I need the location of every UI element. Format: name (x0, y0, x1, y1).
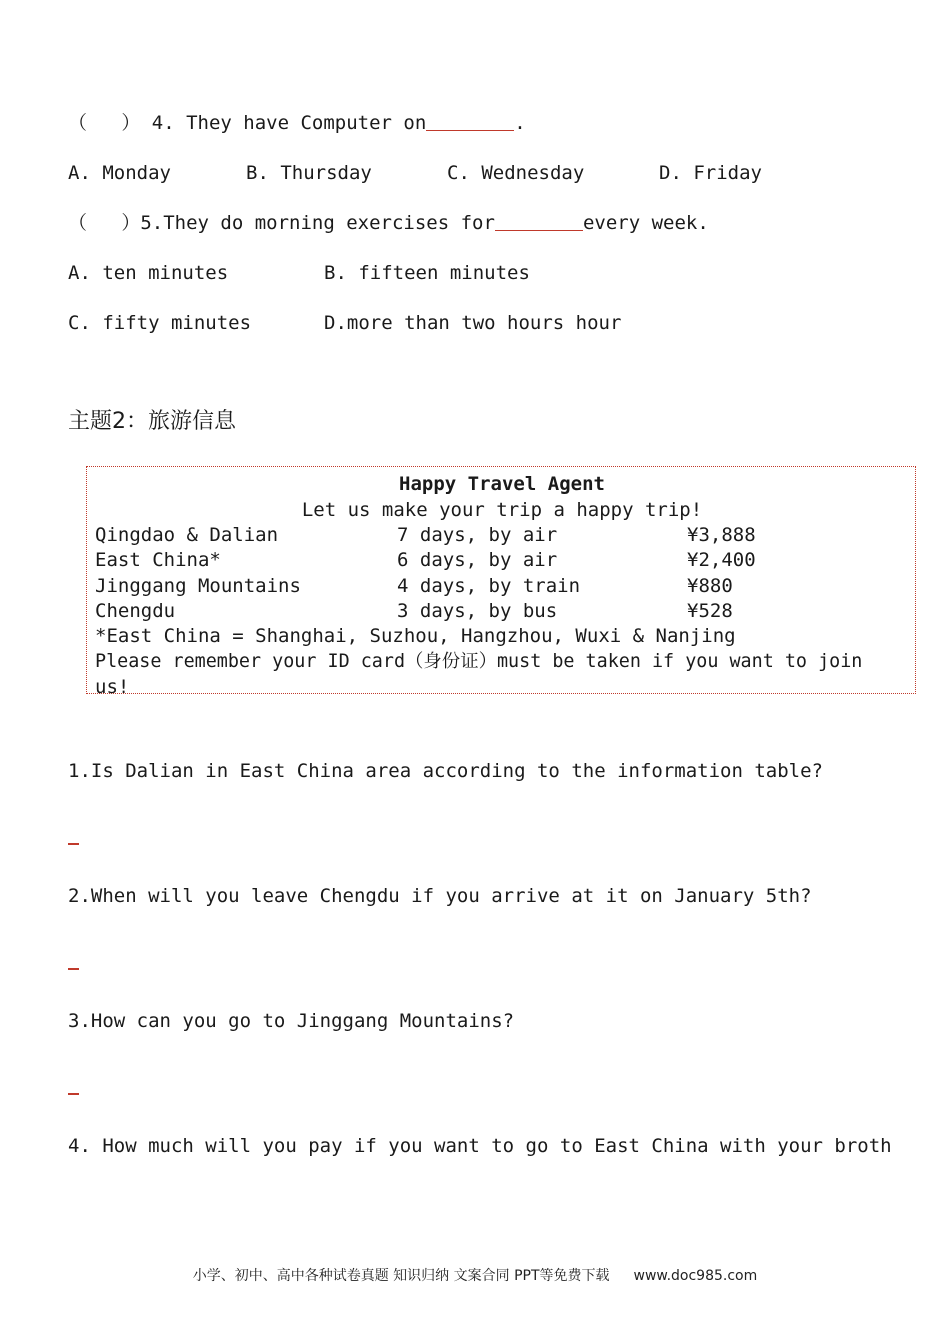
row-price: ¥528 (687, 600, 733, 622)
question-4-option-d: D. Friday (659, 162, 762, 184)
row-duration: 7 days, by air (397, 524, 558, 546)
answer-line-1[interactable] (68, 843, 79, 845)
row-place: Jinggang Mountains (95, 575, 301, 597)
row-duration: 4 days, by train (397, 575, 581, 597)
agent-title: Happy Travel Agent (399, 473, 605, 495)
row-duration: 3 days, by bus (397, 600, 558, 622)
reading-question-2: 2.When will you leave Chengdu if you arrive at it on January 5th? (68, 885, 812, 907)
page-footer (0, 1266, 950, 1286)
footer-text: 小学、初中、高中各种试卷真题 知识归纳 文案合同 PPT等免费下载 (192, 1268, 610, 1284)
question-5 (68, 211, 709, 235)
topic-heading: 主题2：旅游信息 (68, 409, 236, 434)
question-4-option-a: A. Monday (68, 162, 171, 184)
question-5-option-b: B. fifteen minutes (324, 262, 530, 284)
question-5-option-c: C. fifty minutes (68, 312, 252, 334)
travel-agent-box (86, 466, 916, 698)
question-4-option-b: B. Thursday (246, 162, 372, 184)
question-4-stem-end: . (514, 112, 526, 134)
row-price: ¥3,888 (687, 524, 756, 546)
row-place: Chengdu (95, 600, 176, 622)
row-price: ¥880 (687, 575, 733, 597)
question-4 (68, 111, 526, 135)
row-price: ¥2,400 (687, 549, 756, 571)
question-5-option-d: D.more than two hours hour (324, 312, 622, 334)
agent-note: *East China = Shanghai, Suzhou, Hangzhou, Wuxi & Nanjing (95, 625, 736, 647)
footer-url[interactable]: www.doc985.com (633, 1268, 758, 1284)
agent-remember-line-1: Please remember your ID card（身份证）must be taken if you want to join (95, 651, 863, 672)
agent-remember-line-2: us! (95, 676, 130, 698)
reading-question-1: 1.Is Dalian in East China area according to the information table? (68, 760, 823, 782)
agent-subtitle: Let us make your trip a happy trip! (301, 499, 703, 521)
answer-line-2[interactable] (68, 968, 79, 970)
answer-line-3[interactable] (68, 1093, 79, 1095)
question-4-option-c: C. Wednesday (447, 162, 585, 184)
question-5-stem: （ ）5.They do morning exercises for (68, 212, 495, 234)
question-5-blank[interactable] (495, 212, 583, 231)
question-4-stem: （ ） 4. They have Computer on (68, 112, 427, 134)
question-5-option-a: A. ten minutes (68, 262, 229, 284)
reading-question-4: 4. How much will you pay if you want to go to East China with your broth (68, 1135, 892, 1157)
row-duration: 6 days, by air (397, 549, 558, 571)
row-place: Qingdao & Dalian (95, 524, 279, 546)
row-place: East China* (95, 549, 221, 571)
reading-question-3: 3.How can you go to Jinggang Mountains? (68, 1010, 515, 1032)
question-4-blank[interactable] (426, 112, 514, 131)
question-5-stem-end: every week. (582, 212, 709, 234)
